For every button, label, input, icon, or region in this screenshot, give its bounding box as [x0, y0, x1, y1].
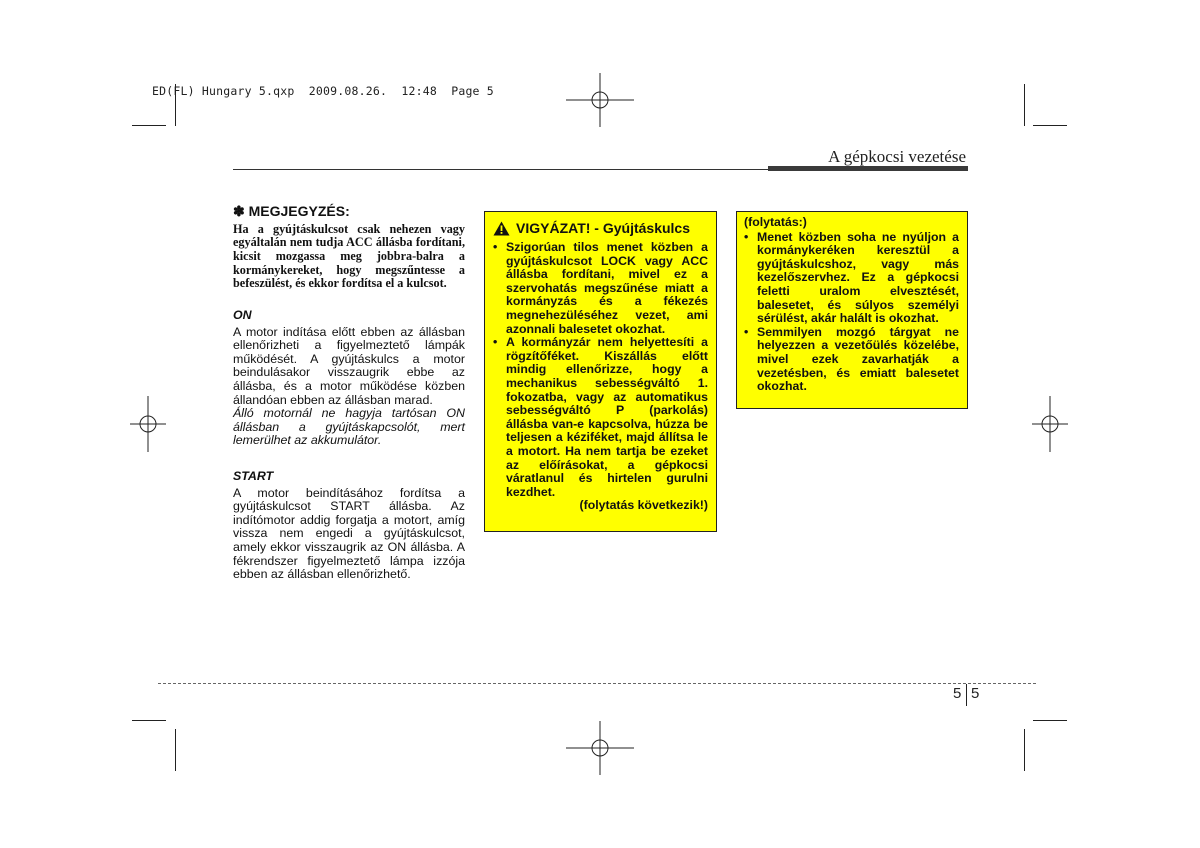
section-title: A gépkocsi vezetése — [828, 147, 966, 166]
list-item: • Semmilyen mozgó tárgyat ne helyezzen a vezetőülés közelébe, mivel ezek zavarhatják a vezetésben, és emiatt balesetet okozhat. — [744, 326, 959, 394]
caution-box-continued — [736, 211, 968, 409]
title-rule — [233, 169, 770, 170]
left-column — [233, 205, 465, 582]
page-number-separator — [966, 684, 967, 706]
continue-note: (folytatás következik!) — [579, 498, 708, 513]
note-body: Ha a gyújtáskulcsot csak nehezen vagy egyáltalán nem tudja ACC állásba fordítani, kicsit mozgassa meg jobbra-balra a kormánykereket, hogy megszűntesse a befeszülést, és ekkor fordítsa el a kulcsot. — [233, 221, 465, 291]
crop-mark — [1033, 720, 1067, 721]
caution-title — [493, 221, 708, 236]
crop-mark — [132, 720, 166, 721]
start-heading: START — [233, 469, 274, 484]
warning-triangle-icon — [493, 221, 510, 236]
caution-list — [493, 241, 708, 499]
continued-list — [744, 231, 959, 394]
registration-mark-left — [130, 396, 166, 452]
crop-mark — [1024, 84, 1025, 126]
list-item: • Szigorúan tilos menet közben a gyújtáskulcsot LOCK vagy ACC állásba fordítani, mivel ez a szervohatás megszűnése miatt a kormányzás és a fékezés megnehezüléséhez vezet, ami azonnali balesetet okozhat. — [493, 241, 708, 336]
crop-mark — [1024, 729, 1025, 771]
list-item: • Menet közben soha ne nyúljon a kormánykeréken keresztül a gyújtáskulcshoz, vagy más kezelőszervhez. Ez a gépkocsi feletti uralom elvesztését, balesetet, és súlyos személyi sérülést, akár halált is okozhat. — [744, 231, 959, 326]
caution-box — [484, 211, 717, 532]
page-number-right: 5 — [971, 685, 980, 702]
continued-header: (folytatás:) — [744, 215, 807, 229]
note-heading: ✽ MEGJEGYZÉS: — [233, 203, 350, 219]
on-heading: ON — [233, 308, 252, 323]
start-body: A motor beindításához fordítsa a gyújtáskulcsot START állásba. Az indítómotor addig forgatja a motort, amíg vissza nem engedi a gyújtáskulcsot, amely ekkor visszaugrik az ON állásba. A fékrendszer figyelmeztető lámpa izzója ebben az állásban ellenőrizhető. — [233, 485, 465, 582]
crop-mark — [1033, 125, 1067, 126]
registration-mark-bottom — [566, 721, 634, 775]
registration-mark-top — [566, 73, 634, 127]
list-item: • A kormányzár nem helyettesíti a rögzítőféket. Kiszállás előtt mindig ellenőrizze, hogy a mechanikus sebességváltó 1. fokozatba, vagy az automatikus sebességváltó P (parkolás) állásba van-e kapcsolva, húzza be teljesen a kéziféket, majd állítsa le a motort. Ha nem tartja be ezeket az előírásokat, a gépkocsi váratlanul és hirtelen gurulni kezdhet. — [493, 336, 708, 499]
footer-rule — [158, 683, 1036, 684]
crop-mark — [132, 125, 166, 126]
crop-mark — [175, 729, 176, 771]
on-body: A motor indítása előtt ebben az állásban ellenőrizheti a figyelmeztető lámpák működését. A gyújtáskulcs a motor beindulásakor visszaugrik ebbe az állásba, és a motor működése közben állandóan ebben az állásban marad. — [233, 324, 465, 407]
registration-mark-right — [1032, 396, 1068, 452]
on-warning-text: Álló motornál ne hagyja tartósan ON állásban a gyújtáskapcsolót, mert lemerülhet az akkumulátor. — [233, 406, 465, 448]
title-rule-accent — [768, 166, 968, 171]
caution-title-text: VIGYÁZAT! - Gyújtáskulcs — [516, 219, 690, 236]
page-number-left: 5 — [953, 685, 962, 702]
print-header: ED(FL) Hungary 5.qxp 2009.08.26. 12:48 Page 5 — [152, 84, 494, 98]
